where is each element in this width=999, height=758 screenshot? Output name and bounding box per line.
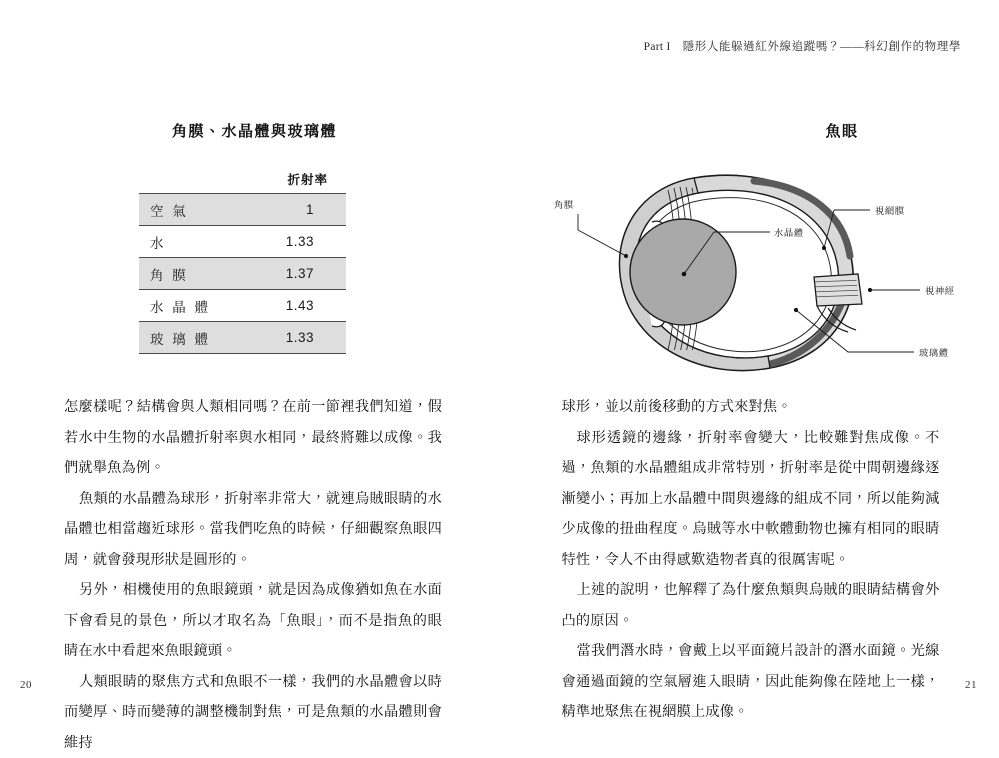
paragraph: 另外，相機使用的魚眼鏡頭，就是因為成像猶如魚在水面下會看見的景色，所以才取名為「魚眼」，而不是指魚的眼睛在水中看起來魚眼鏡頭。	[64, 575, 442, 667]
fish-eye-diagram	[518, 160, 988, 375]
table-cell-value: 1	[251, 194, 346, 226]
table-cell-value: 1.43	[251, 290, 346, 322]
table-cell-value: 1.33	[251, 322, 346, 354]
table-row	[139, 226, 346, 258]
table-body	[139, 194, 346, 354]
left-body-text	[64, 392, 442, 758]
table-cell-substance: 角 膜	[139, 258, 251, 290]
label-vitreous-body: 玻璃體	[919, 347, 949, 358]
table-cell-substance: 空 氣	[139, 194, 251, 226]
paragraph: 球形，並以前後移動的方式來對焦。	[562, 392, 940, 423]
running-head-chapter: 隱形人能躲過紅外線追蹤嗎？——科幻創作的物理學	[683, 41, 961, 53]
right-body-text	[562, 392, 940, 728]
left-page	[0, 0, 500, 734]
table-cell-substance: 水 晶 體	[139, 290, 251, 322]
refractive-index-table-wrapper	[139, 170, 346, 354]
page-number-left: 20	[20, 679, 32, 691]
table-cell-substance: 水	[139, 226, 251, 258]
paragraph: 魚類的水晶體為球形，折射率非常大，就連烏賊眼睛的水晶體也相當趨近球形。當我們吃魚的時候，仔細觀察魚眼四周，就會發現形狀是圓形的。	[64, 484, 442, 576]
paragraph: 怎麼樣呢？結構會與人類相同嗎？在前一節裡我們知道，假若水中生物的水晶體折射率與水相同，最終將難以成像。我們就舉魚為例。	[64, 392, 442, 484]
paragraph: 球形透鏡的邊緣，折射率會變大，比較難對焦成像。不過，魚類的水晶體組成非常特別，折射率是從中間朝邊緣逐漸變小；再加上水晶體中間與邊緣的組成不同，所以能夠減少成像的扭曲程度。烏賊等水中軟體動物也擁有相同的眼睛特性，令人不由得感歎造物者真的很厲害呢。	[562, 423, 940, 576]
table-header-blank	[139, 170, 251, 194]
running-head	[644, 38, 961, 54]
paragraph: 上述的說明，也解釋了為什麼魚類與烏賊的眼睛結構會外凸的原因。	[562, 575, 940, 636]
table-row	[139, 290, 346, 322]
table-row	[139, 194, 346, 226]
table-row	[139, 258, 346, 290]
page-number-right: 21	[965, 679, 977, 691]
table-cell-substance: 玻 璃 體	[139, 322, 251, 354]
label-optic-nerve: 視神經	[925, 285, 955, 296]
table-header	[139, 170, 346, 194]
table-header-row	[139, 170, 346, 194]
label-lens: 水晶體	[774, 227, 804, 238]
paragraph: 當我們潛水時，會戴上以平面鏡片設計的潛水面鏡。光線會通過面鏡的空氣層進入眼睛，因此能夠像在陸地上一樣，精準地聚焦在視網膜上成像。	[562, 636, 940, 728]
right-page	[500, 0, 999, 734]
paragraph: 人類眼睛的聚焦方式和魚眼不一樣，我們的水晶體會以時而變厚、時而變薄的調整機制對焦，可是魚類的水晶體則會維持	[64, 667, 442, 758]
table-cell-value: 1.37	[251, 258, 346, 290]
refractive-index-table	[139, 170, 346, 354]
label-cornea: 角膜	[554, 199, 574, 210]
table-header-refractive-index: 折射率	[251, 170, 346, 194]
table-row	[139, 322, 346, 354]
right-figure-title: 魚眼	[826, 120, 859, 141]
running-head-part: Part I	[644, 41, 671, 53]
left-figure-title: 角膜、水晶體與玻璃體	[172, 120, 337, 141]
table-cell-value: 1.33	[251, 226, 346, 258]
label-retina: 視網膜	[875, 205, 905, 216]
